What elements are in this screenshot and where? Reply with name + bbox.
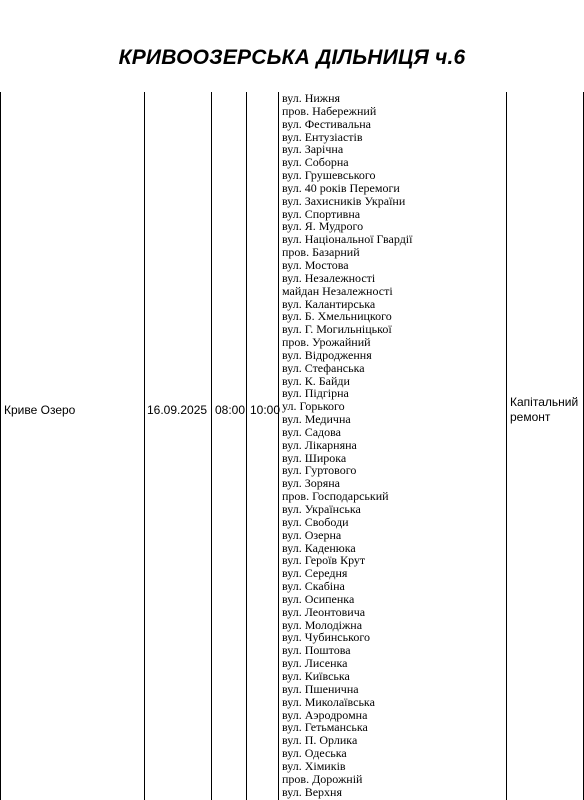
outage-table <box>0 92 584 800</box>
street-item: вул. Миколаївська <box>282 694 375 709</box>
street-item: вул. Свободи <box>282 514 349 529</box>
street-item: вул. Аэродромна <box>282 707 368 722</box>
street-item: вул. Ентузіастів <box>282 129 363 144</box>
street-item: вул. Широка <box>282 450 347 465</box>
settlement-cell: Криве Озеро <box>4 403 76 417</box>
street-item: пров. Господарський <box>282 489 389 504</box>
page-title: КРИВООЗЕРСЬКА ДІЛЬНИЦЯ ч.6 <box>118 46 466 69</box>
street-item: вул. Осипенка <box>282 591 355 606</box>
street-item: пров. Базарний <box>282 245 360 260</box>
street-item: вул. Фестивальна <box>282 116 371 131</box>
street-item: вул. Стефанська <box>282 360 365 375</box>
street-item: вул. Верхня <box>282 784 342 799</box>
street-item: вул. Пшенична <box>282 681 359 696</box>
street-item: вул. Калантирська <box>282 296 376 311</box>
column-divider <box>246 92 247 800</box>
street-item: пров. Набережний <box>282 103 377 118</box>
street-item: вул. Зарічна <box>282 142 344 157</box>
street-item: вул. Поштова <box>282 643 351 658</box>
street-item: вул. Соборна <box>282 155 349 170</box>
street-item: вул. Підгірна <box>282 386 349 401</box>
street-item: пров. Дорожній <box>282 771 363 786</box>
streets-list <box>282 92 412 798</box>
street-item: вул. Молодіжна <box>282 617 363 632</box>
street-item: вул. Відродження <box>282 347 372 362</box>
street-item: майдан Незалежності <box>282 283 393 298</box>
street-item: вул. Захисників України <box>282 193 406 208</box>
street-item: вул. Гетьманська <box>282 720 368 735</box>
time-start-cell: 08:00 <box>215 403 246 417</box>
street-item: вул. Середня <box>282 566 348 581</box>
street-item: вул. Гуртового <box>282 463 357 478</box>
time-end-cell: 10:00 <box>250 403 281 417</box>
column-divider <box>506 92 507 800</box>
street-item: вул. Леонтовича <box>282 604 366 619</box>
column-divider <box>144 92 145 800</box>
street-item: вул. Чубинського <box>282 630 370 645</box>
street-item: вул. Грушевського <box>282 168 376 183</box>
street-item: вул. Київська <box>282 668 350 683</box>
street-item: пров. Урожайний <box>282 335 371 350</box>
street-item: вул. Медична <box>282 412 351 427</box>
street-item: вул. 40 років Перемоги <box>282 180 400 195</box>
street-item: вул. Б. Хмельницкого <box>282 309 392 324</box>
street-item: вул. Мостова <box>282 257 349 272</box>
street-item: вул. Одеська <box>282 746 347 761</box>
street-item: вул. Каденюка <box>282 540 356 555</box>
street-item: вул. Лікарняна <box>282 437 357 452</box>
street-item: вул. Хімиків <box>282 758 346 773</box>
street-item: вул. Г. Могильніцької <box>282 322 392 337</box>
street-item: вул. Національної Гвардії <box>282 232 413 247</box>
street-item: ул. Горького <box>282 399 345 414</box>
street-item: вул. Нижня <box>282 91 341 105</box>
column-divider <box>211 92 212 800</box>
street-item: вул. Зоряна <box>282 476 340 491</box>
street-item: вул. Незалежності <box>282 270 376 285</box>
street-item: вул. Спортивна <box>282 206 361 221</box>
street-item: вул. Я. Мудрого <box>282 219 364 234</box>
street-item: вул. Садова <box>282 424 341 439</box>
street-item: вул. К. Байди <box>282 373 350 388</box>
street-item: вул. Скабіна <box>282 579 345 594</box>
street-item: вул. П. Орлика <box>282 733 358 748</box>
reason-cell: Капітальний ремонт <box>510 395 579 424</box>
street-item: вул. Лисенка <box>282 656 348 671</box>
street-item: вул. Українська <box>282 502 361 516</box>
column-divider <box>278 92 279 800</box>
date-cell: 16.09.2025 <box>147 403 208 417</box>
table-border-left <box>0 92 1 800</box>
street-item: вул. Героїв Крут <box>282 553 366 568</box>
street-item: вул. Озерна <box>282 527 342 542</box>
